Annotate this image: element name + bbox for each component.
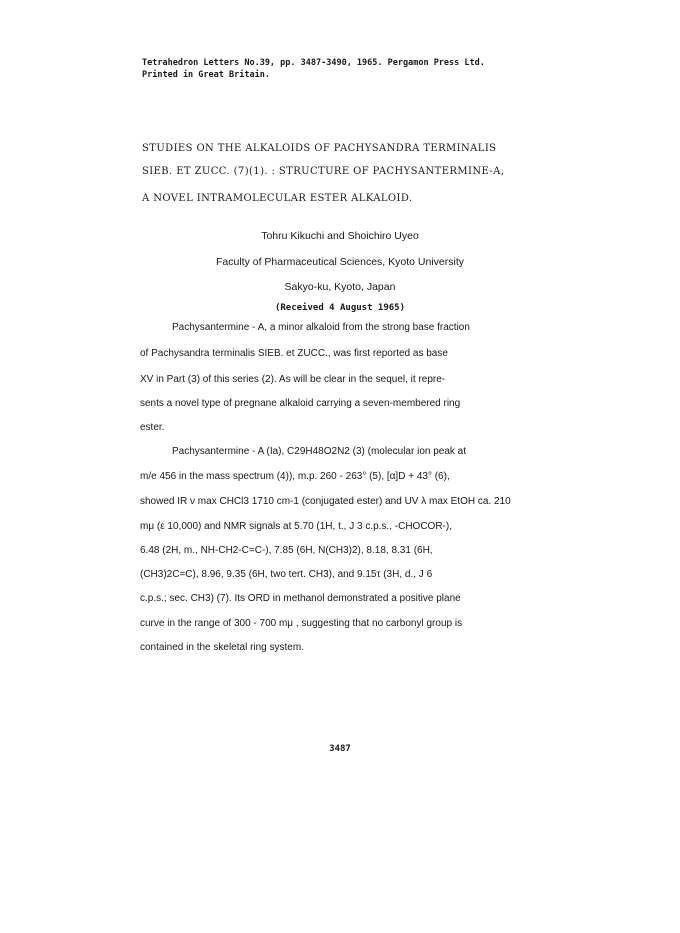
location: Sakyo-ku, Kyoto, Japan [284,281,396,293]
journal-citation: Tetrahedron Letters No.39, pp. 3487-3490, 1965. Pergamon Press Ltd. [142,58,485,68]
authors: Tohru Kikuchi and Shoichiro Uyeo [261,230,419,242]
body-line: Pachysantermine - A (Ia), C29H48O2N2 (3) (molecular ion peak at [172,446,467,457]
affiliation: Faculty of Pharmaceutical Sciences, Kyoto University [215,256,465,268]
body-line: Pachysantermine - A, a minor alkaloid from the strong base fraction [172,322,470,333]
body-line: sents a novel type of pregnane alkaloid carrying a seven-membered ring [140,398,461,409]
body-line: of Pachysandra terminalis SIEB. et ZUCC., was first reported as base [140,348,448,359]
body-line: c.p.s.; sec. CH3) (7). Its ORD in methanol demonstrated a positive plane [140,593,461,604]
received-date: (Received 4 August 1965) [274,303,406,313]
title-line-1: STUDIES ON THE ALKALOIDS OF PACHYSANDRA TERMINALIS [142,143,497,154]
title-line-3: A NOVEL INTRAMOLECULAR ESTER ALKALOID. [142,193,413,204]
body-line: 6.48 (2H, m., NH-CH2-C=C-), 7.85 (6H, N(CH3)2), 8.18, 8.31 (6H, [140,545,433,556]
body-line: (CH3)2C=C), 8.96, 9.35 (6H, two tert. CH3), and 9.15τ (3H, d., J 6 [140,569,433,580]
body-line: XV in Part (3) of this series (2). As will be clear in the sequel, it repre- [140,374,446,385]
body-line: ester. [140,422,165,433]
page-number: 3487 [329,744,351,754]
body-line: m/e 456 in the mass spectrum (4)), m.p. 260 - 263° (5), [α]D + 43° (6), [140,471,450,482]
title-line-2: SIEB. ET ZUCC. (7)(1). : STRUCTURE OF PACHYSANTERMINE-A, [142,166,505,177]
printed-in: Printed in Great Britain. [142,70,270,80]
body-line: showed IR ν max CHCl3 1710 cm-1 (conjugated ester) and UV λ max EtOH ca. 210 [140,496,511,507]
body-line: curve in the range of 300 - 700 mμ , suggesting that no carbonyl group is [140,618,463,629]
body-line: mμ (ε 10,000) and NMR signals at 5.70 (1H, t., J 3 c.p.s., -CHOCOR-), [140,521,452,532]
body-line: contained in the skeletal ring system. [140,642,304,653]
